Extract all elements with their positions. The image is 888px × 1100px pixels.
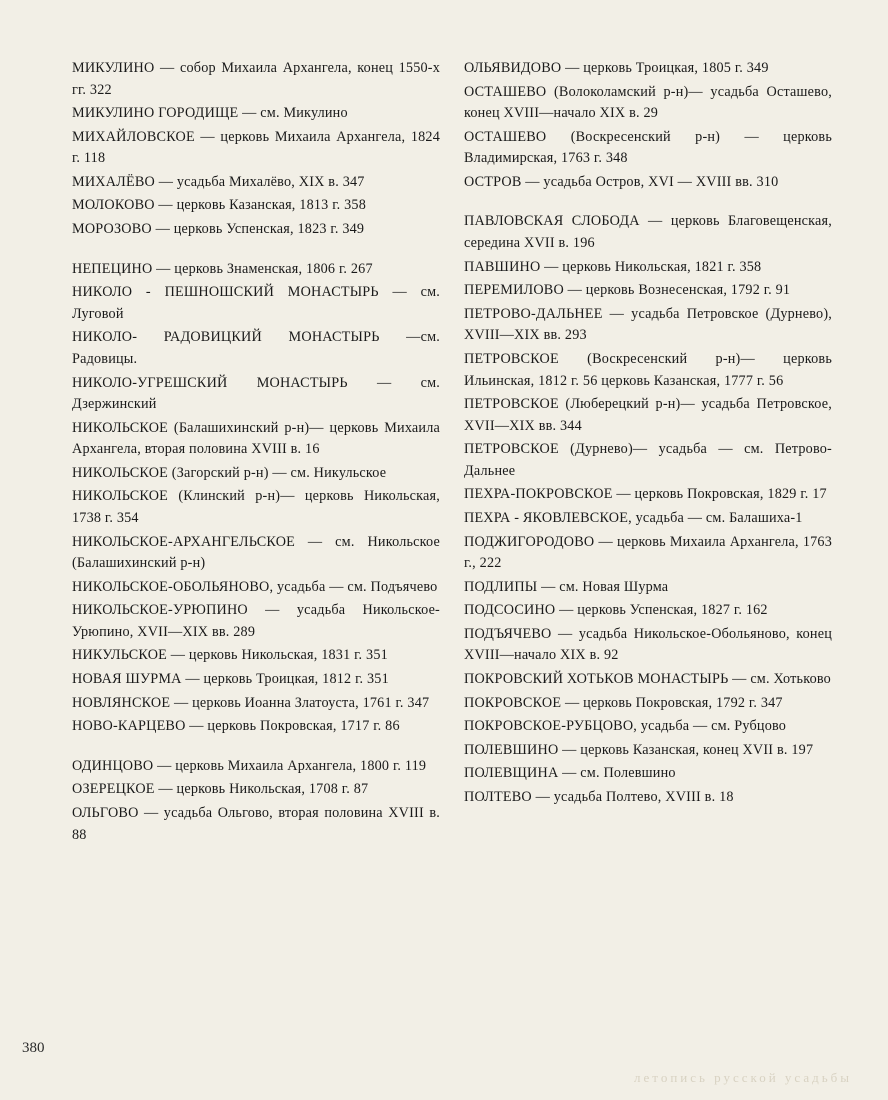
index-entry [72,463,440,485]
index-entry-headword: НОВЛЯНСКОЕ [72,694,171,711]
index-entry [72,756,440,778]
index-entry-text: — см. Новая Шурма [537,578,669,595]
index-entry-headword: ОЛЬГОВО [72,804,139,821]
index-entry [72,577,440,599]
index-entry [464,787,832,809]
index-entry [72,58,440,101]
index-entry-text: — церковь Покровская, 1717 г. 86 [185,718,400,735]
index-entry [72,486,440,529]
index-entry-text: — см. Полевшино [558,765,676,782]
index-entry [464,127,832,170]
index-entry-text: (Балашихинский р-н)— церковь Михаила Архангела, вторая половина XVIII в. 16 [72,419,440,458]
index-entry-text: — церковь Знаменская, 1806 г. 267 [152,260,373,277]
index-entry-headword: НИКОЛЬСКОЕ [72,419,169,436]
index-entry [72,219,440,241]
index-column-left [72,58,440,848]
index-entry-text: — церковь Казанская, 1813 г. 358 [154,197,367,214]
index-entry-text: (Загорский р-н) — см. Никульское [168,464,387,481]
index-entry-headword: НИКОЛО-УГРЕШСКИЙ МОНАСТЫРЬ [72,374,348,391]
index-entry-headword: ПОДСОСИНО [464,602,556,619]
index-entry-text: — собор Михаила Архангела, конец 1550-х гг. 322 [72,60,440,98]
index-entry [464,740,832,762]
index-entry-text: — см. Никольское (Балашихинский р-н) [72,533,440,572]
index-entry-headword: МИКУЛИНО [72,60,155,76]
index-entry-headword: ПОЛЕВШИНО [464,741,559,758]
index-entry-text: — церковь Михаила Архангела, 1800 г. 119 [153,757,427,774]
index-entry-text: — церковь Успенская, 1823 г. 349 [151,221,365,238]
index-entry-text: — церковь Казанская, конец XVII в. 197 [558,741,814,758]
index-entry-headword: ОСТАШЕВО [464,83,547,100]
index-entry-text: усадьба — см. Подъячево [273,578,438,595]
index-entry-text: МОНАСТЫРЬ — см. Луговой [72,284,440,322]
index-entry-headword: ОЗЕРЕЦКОЕ [72,781,155,798]
index-entry-headword: ПЕТРОВСКОЕ [464,396,559,413]
index-entry-text: — усадьба Остров, XVI — XVIII вв. 310 [521,173,779,190]
index-entry-headword: ПАВЛОВСКАЯ СЛОБОДА [464,213,640,230]
index-entry-text: — церковь Михаила Архангела, 1763 г., 222 [464,533,832,572]
index-entry [72,418,440,461]
index-entry [72,373,440,416]
index-entry-headword: ПЕТРОВО-ДАЛЬНЕЕ [464,305,603,322]
index-entry-headword: ПОДЖИГОРОДОВО [464,533,595,550]
index-entry [72,127,440,170]
index-entry-text: — церковь Троицкая, 1812 г. 351 [181,671,389,688]
index-entry-text: — см. Дзержинский [72,374,440,413]
index-entry-headword: НОВО-КАРЦЕВО [72,718,186,735]
section-gap [72,740,440,756]
index-entry [464,693,832,715]
index-entry-headword: ПЕХРА - ЯКОВЛЕВСКОЕ, [464,509,632,526]
index-entry [464,304,832,347]
index-entry [464,716,832,738]
index-entry-text: — церковь Михаила Архангела, 1824 г. 118 [72,128,440,167]
index-entry [72,327,440,370]
index-entry [72,259,440,281]
index-entry-text: — усадьба Михалёво, XIX в. 347 [154,173,365,190]
index-entry-headword: НИКУЛЬСКОЕ [72,647,168,664]
index-entry [72,803,440,846]
index-entry [464,394,832,437]
index-entry-headword: ПОКРОВСКИЙ ХОТЬКОВ [464,671,634,688]
index-entry-headword: НИКОЛО- РАДОВИЦКИЙ МОНАСТЫРЬ [72,329,380,346]
index-entry-headword: МИХАЙЛОВСКОЕ [72,128,195,145]
index-entry-headword: ПОКРОВСКОЕ-РУБЦОВО, [464,718,638,735]
index-entry-text: — церковь Покровская, 1829 г. 17 [612,486,827,503]
index-entry [464,624,832,667]
index-entry-text: — усадьба Никольское-Обольяново, конец XVIII—начало XIX в. 92 [464,625,832,664]
index-entry [464,257,832,279]
index-entry-headword: ПАВШИНО [464,258,541,275]
index-entry-headword: НИКОЛЬСКОЕ [72,488,169,505]
index-entry-headword: ПЕХРА-ПОКРОВСКОЕ [464,486,613,503]
index-entry [464,508,832,530]
index-entry-headword: НИКОЛЬСКОЕ-ОБОЛЬЯНОВО, [72,578,274,595]
watermark: летопись русской усадьбы [634,1070,852,1085]
index-entry-headword: НИКОЛЬСКОЕ-УРЮПИНО [72,602,248,619]
index-entry-headword: ПОКРОВСКОЕ [464,694,562,711]
index-entry-headword: НЕПЕЦИНО [72,260,153,277]
index-entry [464,82,832,125]
index-entry [72,172,440,194]
index-entry-headword: МИКУЛИНО ГОРОДИЩЕ [72,105,239,122]
index-entry-text: (Люберецкий р-н)— усадьба Петровское, XVII—XIX вв. 344 [464,396,832,434]
index-entry-text: (Воскресенский р-н)— церковь Ильинская, 1812 г. 56 церковь Казанская, 1777 г. 56 [464,350,832,389]
index-entry-headword: ПОЛТЕВО [464,788,532,805]
index-entry-headword: ПОДЛИПЫ [464,578,538,595]
index-entry-headword: ОДИНЦОВО [72,757,154,774]
index-entry-text: — церковь Благовещенская, середина XVII в. 196 [464,213,832,252]
index-entry [464,532,832,575]
index-entry [72,532,440,575]
index-entry [464,439,832,482]
index-entry-text: усадьба — см. Балашиха-1 [631,509,803,526]
index-entry-text: — усадьба Полтево, XVIII в. 18 [531,788,734,805]
index-entry-headword: НИКОЛЬСКОЕ [72,464,169,481]
index-entry [72,103,440,125]
index-entry-text: — церковь Никольская, 1708 г. 87 [154,781,369,798]
index-entry-headword: МОЛОКОВО [72,197,155,214]
index-entry-headword: МОРОЗОВО [72,221,152,238]
index-entry-headword: ПЕТРОВСКОЕ [464,350,559,367]
index-entry-text: — церковь Троицкая, 1805 г. 349 [561,60,769,76]
index-entry-text: — церковь Успенская, 1827 г. 162 [555,602,768,619]
index-entry [72,716,440,738]
index-entry-headword: ОСТАШЕВО [464,128,547,145]
index-entry [464,172,832,194]
index-entry-text: усадьба — см. Рубцово [637,718,787,735]
index-entry [72,645,440,667]
index-entry [72,693,440,715]
index-entry-text: (Воскресенский р-н) — церковь Владимирская, 1763 г. 348 [464,128,832,167]
index-entry [72,779,440,801]
page-number: 380 [22,1040,45,1056]
index-entry-headword: ПЕРЕМИЛОВО [464,282,564,299]
index-entry [72,195,440,217]
index-column-right [464,58,832,848]
index-columns [72,58,832,848]
index-entry-headword: ПОДЪЯЧЕВО [464,625,552,642]
index-entry-text: — усадьба Никольское-Урюпино, XVII—XIX вв. 289 [72,602,440,640]
index-entry [464,211,832,254]
index-entry-text: — церковь Вознесенская, 1792 г. 91 [563,282,791,299]
index-entry [464,669,832,691]
index-entry-text: — см. Микулино [238,105,348,122]
index-entry-headword: ОЛЬЯВИДОВО [464,60,562,76]
index-entry-text: (Волоколамский р-н)— усадьба Осташево, конец XVIII—начало XIX в. 29 [464,83,832,122]
index-entry [464,600,832,622]
index-entry-text: (Дурнево)— усадьба — см. Петрово-Дальнее [464,441,832,479]
index-entry [464,577,832,599]
index-entry-text: — церковь Покровская, 1792 г. 347 [561,694,783,711]
index-entry-text: МОНАСТЫРЬ — см. Хотьково [633,671,831,688]
index-entry-text: — церковь Никольская, 1821 г. 358 [540,258,762,275]
index-entry-headword: МИХАЛЁВО [72,173,155,190]
index-entry [464,763,832,785]
index-entry [464,280,832,302]
index-entry-headword: ПЕТРОВСКОЕ [464,441,559,458]
index-entry-headword: НИКОЛО - ПЕШНОШСКИЙ [72,284,275,301]
index-entry-text: — усадьба Ольгово, вторая половина XVIII в. 88 [72,804,440,843]
index-entry-headword: НОВАЯ ШУРМА [72,671,182,688]
section-gap [72,243,440,259]
index-entry-text: — церковь Иоанна Златоуста, 1761 г. 347 [170,694,430,711]
index-entry [464,484,832,506]
index-entry-headword: ОСТРОВ [464,173,522,190]
index-entry-text: —см. Радовицы. [72,329,440,367]
index-entry-text: — церковь Никольская, 1831 г. 351 [167,647,388,664]
index-entry [72,600,440,643]
section-gap [464,195,832,211]
index-entry [464,349,832,392]
index-entry-text: (Клинский р-н)— церковь Никольская, 1738 г. 354 [72,488,440,526]
index-entry-text: — усадьба Петровское (Дурнево), XVIII—XIX вв. 293 [464,305,832,344]
index-entry-headword: ПОЛЕВЩИНА [464,765,559,782]
index-entry [464,58,832,80]
index-entry-headword: НИКОЛЬСКОЕ-АРХАНГЕЛЬСКОЕ [72,533,296,550]
index-entry [72,282,440,325]
index-entry [72,669,440,691]
